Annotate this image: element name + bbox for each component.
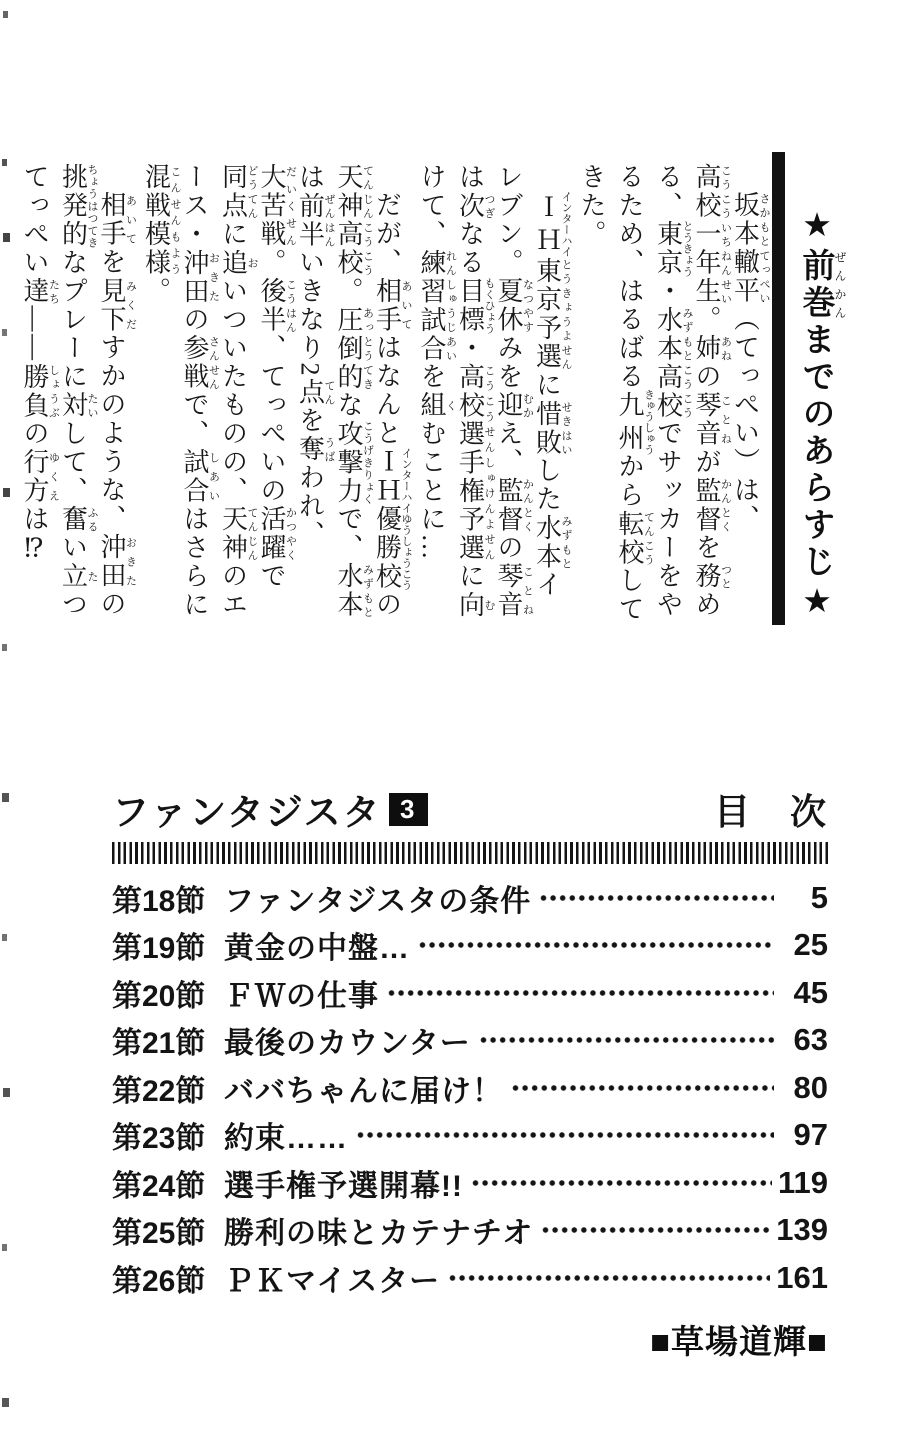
dot-leader <box>541 1225 770 1235</box>
toc-section <box>112 786 828 1363</box>
furigana-term: 追お <box>218 248 258 277</box>
decorative-stripe <box>112 842 828 864</box>
furigana-term: 迎むか <box>494 391 534 420</box>
chapter-row <box>112 1112 828 1160</box>
furigana-term: 勝負しょうぶ <box>20 362 60 420</box>
furigana-term: 対たい <box>58 391 98 420</box>
chapter-number: 第18節 <box>112 884 206 918</box>
furigana-term: 前巻ぜんかん <box>798 248 847 322</box>
furigana-term: 沖田おきた <box>97 533 137 590</box>
furigana-term: 相手あいて <box>372 276 412 334</box>
dot-leader <box>479 1035 774 1045</box>
furigana-term: 監督かんとく <box>692 476 732 534</box>
furigana-term: 九州きゅうしゅう <box>615 388 655 455</box>
chapter-page-number: 119 <box>777 1164 828 1200</box>
chapter-title: ＦＷの仕事 <box>224 979 379 1013</box>
furigana-term: 大苦戦だいくせん <box>257 163 297 249</box>
furigana-term: ＩＨインターハイ <box>532 191 572 257</box>
furigana-term: 同点どうてん <box>218 163 258 220</box>
furigana-term: 東京とうきょう <box>653 220 693 277</box>
furigana-term: 後半こうはん <box>257 277 297 334</box>
furigana-term: 転校てんこう <box>615 509 655 567</box>
chapter-number: 第23節 <box>112 1122 206 1156</box>
chapter-title: ＰＫマイスター <box>224 1264 441 1298</box>
furigana-term: 東京予選とうきょうよせん <box>532 257 572 371</box>
title-divider-bar <box>772 152 785 625</box>
chapter-page-number: 45 <box>793 974 828 1010</box>
dot-leader <box>387 988 774 998</box>
furigana-term: 坂本轍平さかもとてっぺい <box>730 191 770 305</box>
synopsis-paragraph: 相手あいてを見下みくだすかのような、沖田おきたの挑発的ちょうはつてきなプレーに対たいして、奮ふるい立たつてっぺい達たち――勝負しょうぶの行方ゆくえは⁉ <box>20 163 137 619</box>
furigana-term: 高校一年こうこういちねん <box>692 163 732 277</box>
series-title-group <box>112 782 428 836</box>
synopsis-title: ★前巻ぜんかんまでのあらすじ★ <box>798 205 847 624</box>
furigana-term: 練習試合れんしゅうじあい <box>417 248 457 363</box>
furigana-term: 達たち <box>20 277 60 306</box>
toc-header <box>112 786 828 832</box>
chapter-row <box>112 874 828 922</box>
chapter-number: 第21節 <box>112 1027 206 1061</box>
chapter-row <box>112 1064 828 1112</box>
furigana-term: 水本みずもと <box>532 513 572 571</box>
furigana-term: 目標もくひょう <box>455 277 495 334</box>
furigana-term: 見下みくだ <box>97 276 137 334</box>
furigana-term: 試合しあい <box>180 448 220 505</box>
scan-noise-specks <box>2 0 5 5</box>
chapter-title: 黄金の中盤… <box>224 932 410 966</box>
furigana-term: 立た <box>58 562 98 591</box>
furigana-term: 沖田おきた <box>180 248 220 306</box>
chapter-title: 約束…… <box>224 1122 348 1156</box>
furigana-term: 圧倒的あっとうてき <box>334 305 374 391</box>
synopsis-paragraph: ＩＨインターハイ東京予選とうきょうよせんに惜敗せきはいした水本みずもとイレブン。夏休なつやすみを迎むかえ、監督かんとくの琴音ことねは次つぎなる目標もくひょう・高校選手権予選こうこうせんしゅけんよせんに向むけて、練習試合れんしゅうじあいを組くむことに… <box>417 163 572 619</box>
furigana-term: 参戦さんせん <box>180 334 220 391</box>
synopsis-text <box>20 163 770 627</box>
furigana-term: 奪うば <box>295 435 335 464</box>
chapter-page-number: 80 <box>793 1069 828 1105</box>
chapter-title: ババちゃんに届け！ <box>224 1074 503 1108</box>
chapter-row <box>112 969 828 1017</box>
volume-badge: 3 <box>389 793 428 826</box>
chapter-title: 選手権予選開幕!! <box>224 1169 463 1203</box>
furigana-term: 天神高校てんじんこうこう <box>334 163 374 277</box>
chapter-number: 第20節 <box>112 979 206 1013</box>
synopsis-paragraph: 坂本轍平さかもとてっぺい（てっぺい）は、高校一年こうこういちねん生せい。姉あねの琴音ことねが監督かんとくを務つとめる、東京とうきょう・水本高校みずもとこうこうでサッカーをやるため、はるばる九州きゅうしゅうから転校てんこうしてきた。 <box>577 163 770 624</box>
furigana-term: 水本高校みずもとこうこう <box>653 305 693 420</box>
chapter-page-number: 97 <box>793 1117 828 1153</box>
furigana-term: ＩＨ優勝校インターハイゆうしょうこう <box>372 447 412 591</box>
furigana-term: 行方ゆくえ <box>20 448 60 505</box>
chapter-row <box>112 1254 828 1302</box>
furigana-term: 夏休なつやす <box>494 277 534 334</box>
chapter-page-number: 63 <box>793 1022 828 1058</box>
author-credit: ■草場道輝■ <box>650 1322 828 1360</box>
dot-leader <box>356 1130 774 1140</box>
furigana-term: 務つと <box>692 562 732 591</box>
dot-leader <box>511 1083 774 1093</box>
chapter-page-number: 5 <box>810 879 828 915</box>
dot-leader <box>448 1273 770 1283</box>
furigana-term: 水本みずもと <box>334 562 374 619</box>
furigana-term: 琴音ことね <box>692 391 732 448</box>
chapter-page-number: 139 <box>776 1212 828 1248</box>
furigana-term: 惜敗せきはい <box>532 399 572 457</box>
furigana-term: 監督かんとく <box>494 476 534 534</box>
furigana-term: 相手あいて <box>97 191 137 248</box>
furigana-term: 前半ぜんはん <box>295 191 335 249</box>
furigana-term: 挑発的ちょうはつてき <box>58 163 98 249</box>
synopsis-paragraph: だが、相手あいてはなんとＩＨ優勝校インターハイゆうしょうこうの天神高校てんじんこうこう。圧倒的あっとうてきな攻撃力こうげきりょくで、水本みずもとは前半ぜんはんいきなり2点てんを奪うばわれ、大苦戦だいくせん。後半こうはん、てっぺいの活躍かつやくで同点どうてんに追おいついたものの、天神てんじんのエース・沖田おきたの参戦さんせんで、試合しあいはさらに混戦模様こんせんもよう。 <box>141 163 412 619</box>
chapter-number: 第19節 <box>112 932 206 966</box>
chapter-row <box>112 1207 828 1255</box>
contents-label: 目 次 <box>713 790 828 832</box>
dot-leader <box>539 893 774 903</box>
chapter-number: 第24節 <box>112 1169 206 1203</box>
chapter-row <box>112 1017 828 1065</box>
furigana-term: 点てん <box>295 378 335 407</box>
dot-leader <box>418 940 774 950</box>
furigana-term: 琴音ことね <box>494 562 534 619</box>
chapter-title: 最後のカウンター <box>224 1027 471 1061</box>
chapter-title: ファンタジスタの条件 <box>224 884 532 918</box>
furigana-term: 混戦模様こんせんもよう <box>141 163 181 277</box>
furigana-term: 向む <box>455 590 495 619</box>
furigana-term: 高校選手権予選こうこうせんしゅけんよせん <box>455 362 495 562</box>
furigana-term: 組く <box>417 391 457 420</box>
chapter-title: 勝利の味とカテナチオ <box>224 1217 534 1251</box>
chapter-page-number: 25 <box>793 927 828 963</box>
furigana-term: 攻撃力こうげきりょく <box>334 419 374 505</box>
chapter-page-number: 161 <box>776 1259 828 1295</box>
chapter-number: 第26節 <box>112 1264 206 1298</box>
chapter-number: 第25節 <box>112 1217 206 1251</box>
furigana-term: 生せい <box>692 277 732 306</box>
chapter-row <box>112 922 828 970</box>
furigana-term: 姉あね <box>692 334 732 363</box>
dot-leader <box>471 1178 772 1188</box>
furigana-term: 天神てんじん <box>218 505 258 562</box>
chapter-list <box>112 874 828 1302</box>
furigana-term: 奮ふる <box>58 505 98 534</box>
furigana-term: 活躍かつやく <box>257 505 297 562</box>
furigana-term: 次つぎ <box>455 191 495 220</box>
series-title: ファンタジスタ <box>112 792 382 833</box>
chapter-row <box>112 1159 828 1207</box>
chapter-number: 第22節 <box>112 1074 206 1108</box>
